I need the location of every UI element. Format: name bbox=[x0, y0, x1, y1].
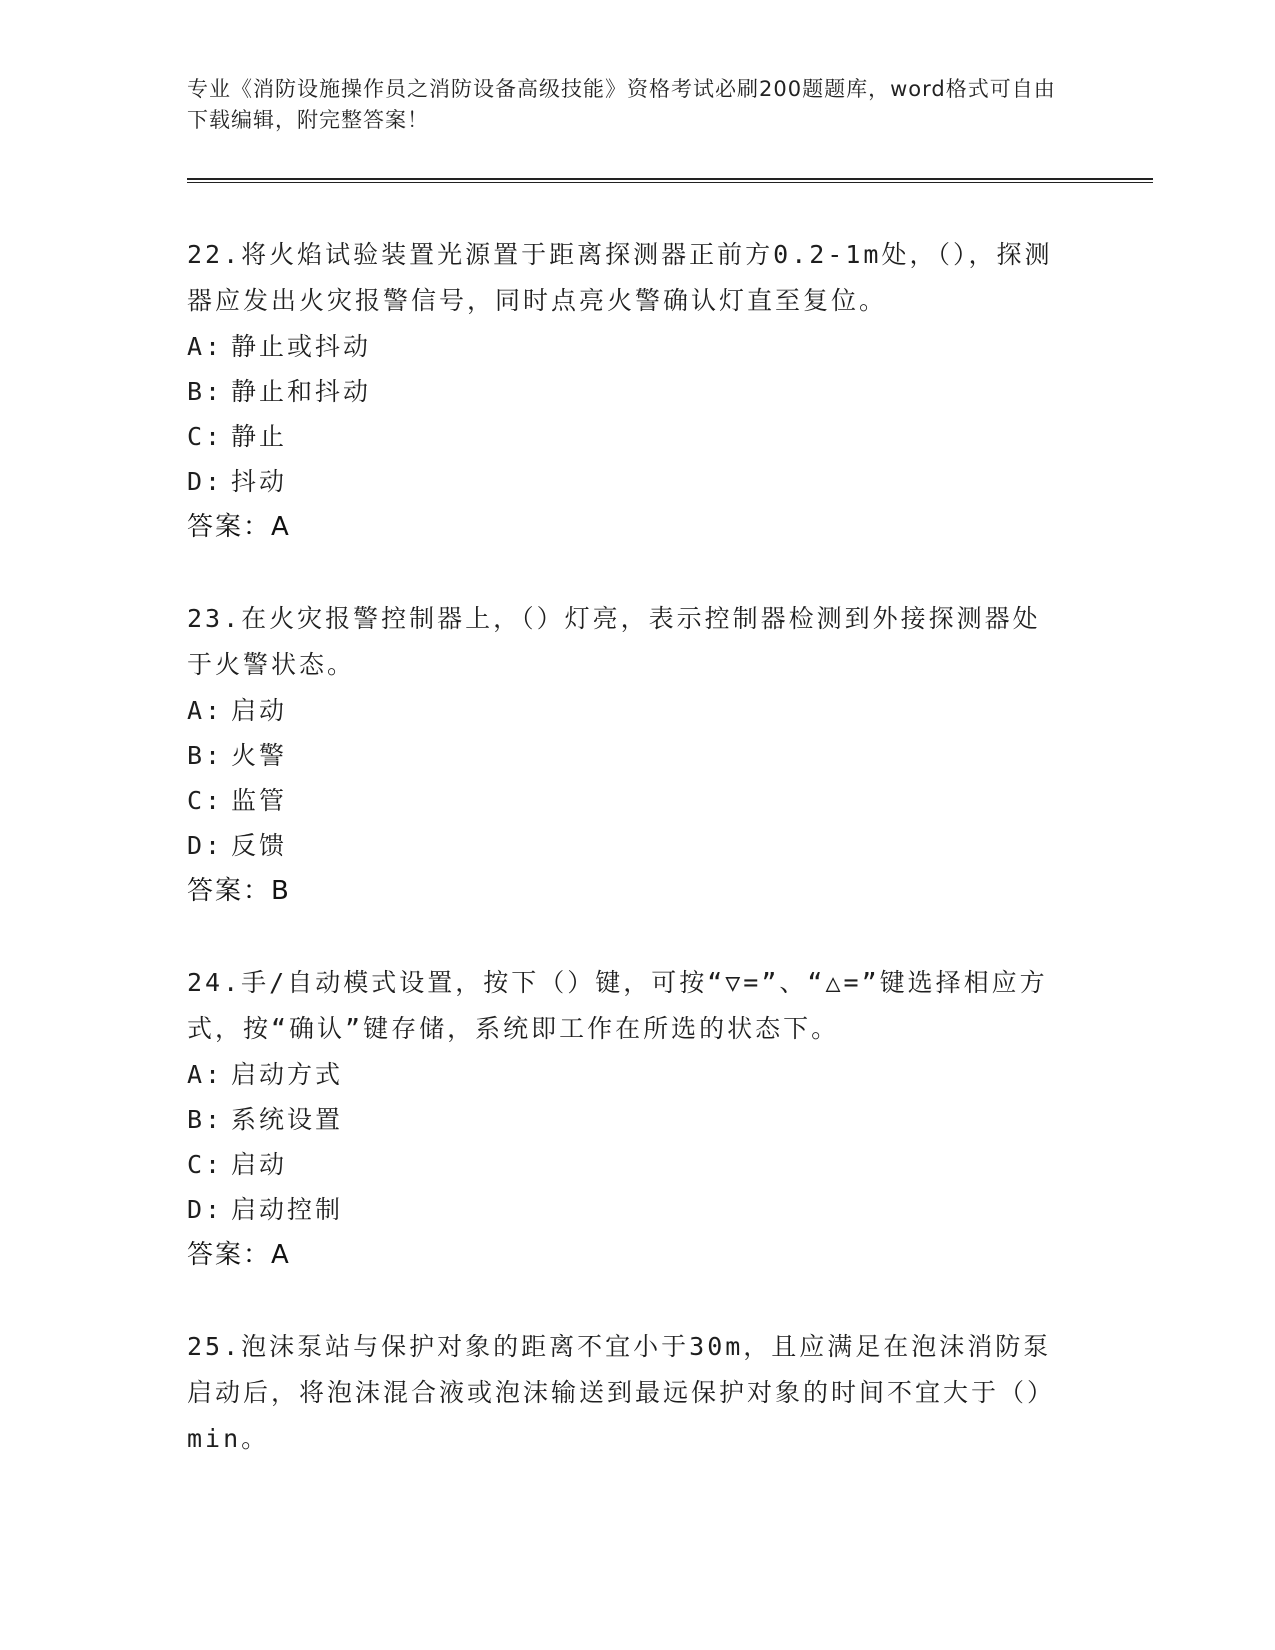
option-text: 启动方式 bbox=[231, 1060, 344, 1089]
question-stem: 24.手/自动模式设置，按下（）键，可按“▽=”、“△=”键选择相应方式，按“确认”键存储，系统即工作在所选的状态下。 bbox=[187, 968, 1048, 1043]
option-letter: C: bbox=[187, 1150, 224, 1179]
question-22 bbox=[187, 232, 1067, 550]
option-b bbox=[187, 1097, 1067, 1142]
option-c bbox=[187, 414, 1067, 459]
answer-label: 答案：A bbox=[187, 512, 291, 542]
option-letter: A: bbox=[187, 332, 224, 361]
option-a bbox=[187, 688, 1067, 733]
option-d bbox=[187, 1187, 1067, 1232]
option-letter: A: bbox=[187, 1060, 224, 1089]
question-stem: 23.在火灾报警控制器上，（）灯亮，表示控制器检测到外接探测器处于火警状态。 bbox=[187, 604, 1041, 679]
option-text: 静止 bbox=[231, 422, 288, 451]
option-c bbox=[187, 1142, 1067, 1187]
option-d bbox=[187, 823, 1067, 868]
option-text: 系统设置 bbox=[231, 1105, 344, 1134]
option-text: 监管 bbox=[231, 786, 288, 815]
question-stem: 25.泡沫泵站与保护对象的距离不宜小于30m，且应满足在泡沫消防泵启动后，将泡沫混合液或泡沫输送到最远保护对象的时间不宜大于（）min。 bbox=[187, 1332, 1056, 1453]
option-letter: C: bbox=[187, 422, 224, 451]
question-23 bbox=[187, 596, 1067, 914]
option-text: 反馈 bbox=[231, 831, 288, 860]
question-25 bbox=[187, 1324, 1067, 1462]
option-text: 启动控制 bbox=[231, 1195, 344, 1224]
option-text: 静止和抖动 bbox=[231, 377, 372, 406]
document-header: 专业《消防设施操作员之消防设备高级技能》资格考试必刷200题题库，word格式可自由下载编辑，附完整答案！ bbox=[187, 77, 1056, 132]
option-letter: C: bbox=[187, 786, 224, 815]
option-b bbox=[187, 369, 1067, 414]
option-text: 静止或抖动 bbox=[231, 332, 372, 361]
option-letter: D: bbox=[187, 1195, 224, 1224]
option-letter: B: bbox=[187, 1105, 224, 1134]
option-letter: B: bbox=[187, 377, 224, 406]
option-c bbox=[187, 778, 1067, 823]
option-text: 启动 bbox=[231, 696, 288, 725]
option-text: 启动 bbox=[231, 1150, 288, 1179]
option-text: 抖动 bbox=[231, 467, 288, 496]
option-a bbox=[187, 324, 1067, 369]
option-letter: B: bbox=[187, 741, 224, 770]
option-letter: D: bbox=[187, 467, 224, 496]
option-a bbox=[187, 1052, 1067, 1097]
answer-label: 答案：B bbox=[187, 876, 291, 906]
question-stem: 22.将火焰试验装置光源置于距离探测器正前方0.2-1m处，（），探测器应发出火灾报警信号，同时点亮火警确认灯直至复位。 bbox=[187, 240, 1053, 315]
option-text: 火警 bbox=[231, 741, 288, 770]
option-b bbox=[187, 733, 1067, 778]
option-d bbox=[187, 459, 1067, 504]
header-rule bbox=[187, 178, 1153, 180]
option-letter: A: bbox=[187, 696, 224, 725]
option-letter: D: bbox=[187, 831, 224, 860]
header-rule-thin bbox=[187, 182, 1153, 183]
answer-label: 答案：A bbox=[187, 1240, 291, 1270]
question-24 bbox=[187, 960, 1067, 1278]
